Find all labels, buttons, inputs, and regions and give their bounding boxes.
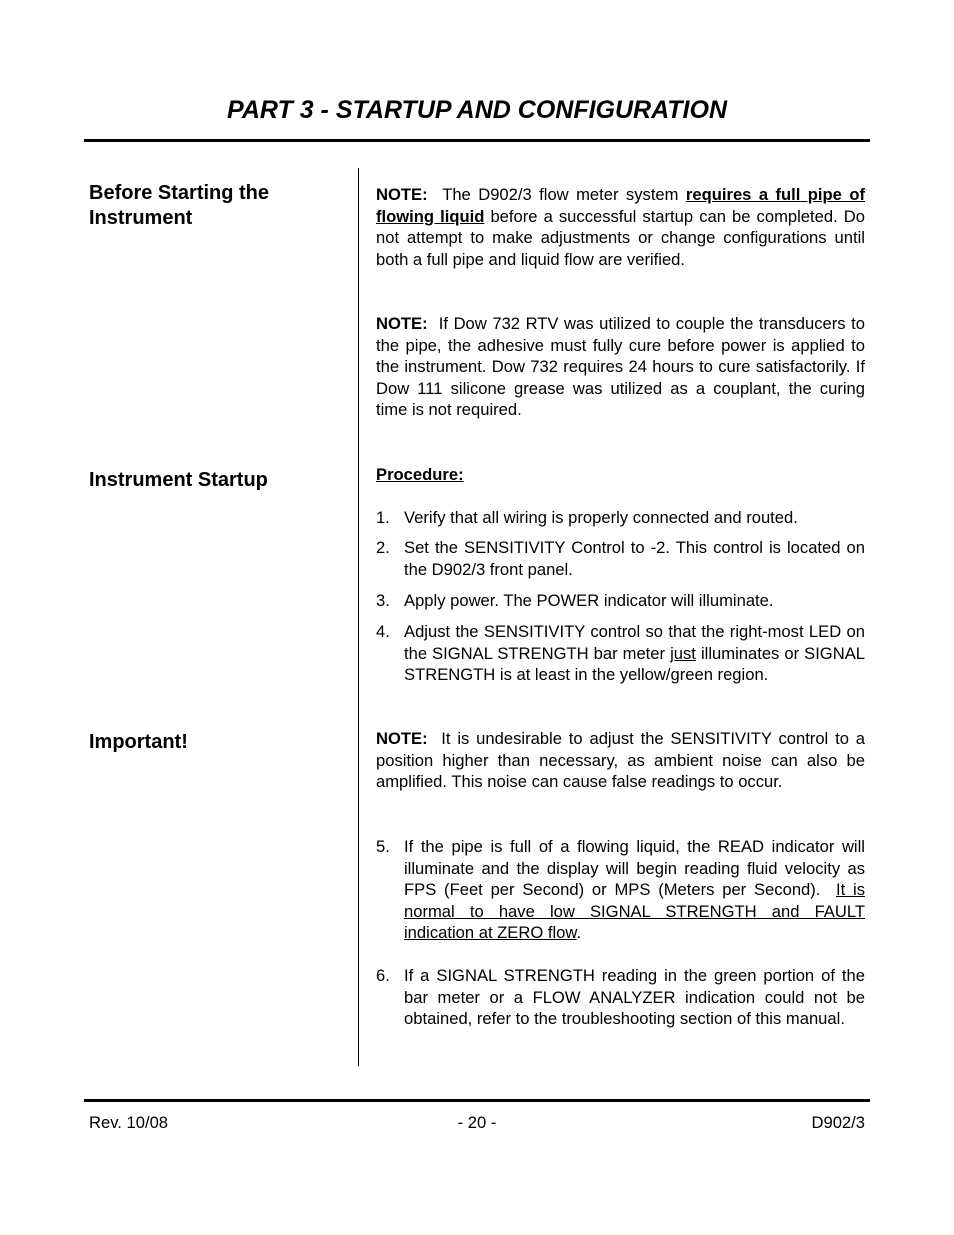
footer-rule — [84, 1099, 870, 1102]
step-text-part: If the pipe is full of a flowing liquid, the READ indicator will illuminate and the display will begin reading fluid velocity as FPS (Feet per Second) or MPS (Meters per Second). — [404, 837, 865, 899]
note-label: NOTE: — [376, 314, 428, 333]
step-number: 5. — [376, 837, 390, 856]
procedure-label-text: Procedure: — [376, 465, 464, 484]
step-number: 3. — [376, 591, 390, 610]
step-text: Apply power. The POWER indicator will illuminate. — [404, 591, 774, 610]
heading-before-starting: Before Starting the Instrument — [89, 182, 270, 229]
step-text-part: illuminates or SIGNAL STRENGTH is at least in the yellow/green region. — [404, 643, 865, 684]
note-text: If Dow 732 RTV was utilized to couple the transducers to the pipe, the adhesive must fully cure before power is applied to the instrument. Dow 732 requires 24 hours to cure satisfactorily. If Dow 111 silicone grease was utilized as a couplant, the curing time is not required. — [376, 314, 865, 419]
procedure-label — [376, 464, 865, 486]
step-emphasis: It is normal to have low SIGNAL STRENGTH and FAULT indication at ZERO flow — [404, 880, 865, 942]
list-item — [376, 965, 865, 1030]
footer-revision: Rev. 10/08 — [89, 1113, 169, 1132]
note-text: It is undesirable to adjust the SENSITIVITY control to a position higher than necessary, as ambient noise can also be amplified. This noise can cause false readings to occur. — [376, 729, 865, 791]
step-number: 6. — [376, 966, 390, 985]
list-item — [376, 537, 865, 580]
step-text: Verify that all wiring is properly connected and routed. — [404, 508, 798, 527]
list-item — [376, 590, 865, 612]
step-number: 1. — [376, 508, 390, 527]
title-rule — [84, 139, 870, 142]
step-text-part: Adjust the SENSITIVITY control so that the right-most LED on the SIGNAL STRENGTH bar meter — [404, 622, 865, 663]
note-sensitivity — [376, 728, 865, 793]
step-text-part: . — [576, 923, 582, 942]
heading-important: Important! — [89, 731, 188, 753]
note-text: The D902/3 flow meter system — [442, 185, 679, 204]
note-dow-rtv — [376, 313, 865, 421]
step-text — [404, 836, 865, 944]
step-number: 4. — [376, 622, 390, 641]
step-text: If a SIGNAL STRENGTH reading in the green portion of the bar meter or a FLOW ANALYZER indication could not be obtained, refer to the troubleshooting section of this manual. — [404, 966, 865, 1028]
list-item — [376, 621, 865, 686]
page-title: PART 3 - STARTUP AND CONFIGURATION — [227, 96, 727, 124]
heading-instrument-startup: Instrument Startup — [89, 469, 268, 491]
footer-model: D902/3 — [811, 1113, 865, 1132]
step-text: Set the SENSITIVITY Control to -2. This control is located on the D902/3 front panel. — [404, 538, 865, 579]
footer-page-number: - 20 - — [457, 1113, 497, 1132]
step-emphasis: just — [670, 643, 696, 663]
note-text: before a successful startup can be completed. Do not attempt to make adjustments or change configurations until both a full pipe and liquid flow are verified. — [376, 206, 865, 269]
note-label: NOTE: — [376, 729, 428, 748]
note-full-pipe — [376, 184, 865, 270]
list-item — [376, 507, 865, 529]
note-label: NOTE: — [376, 185, 428, 204]
list-item — [376, 836, 865, 944]
column-divider — [358, 168, 359, 1066]
step-number: 2. — [376, 538, 390, 557]
step-text — [404, 621, 865, 686]
note-emphasis: requires a full pipe of flowing liquid — [376, 185, 865, 226]
